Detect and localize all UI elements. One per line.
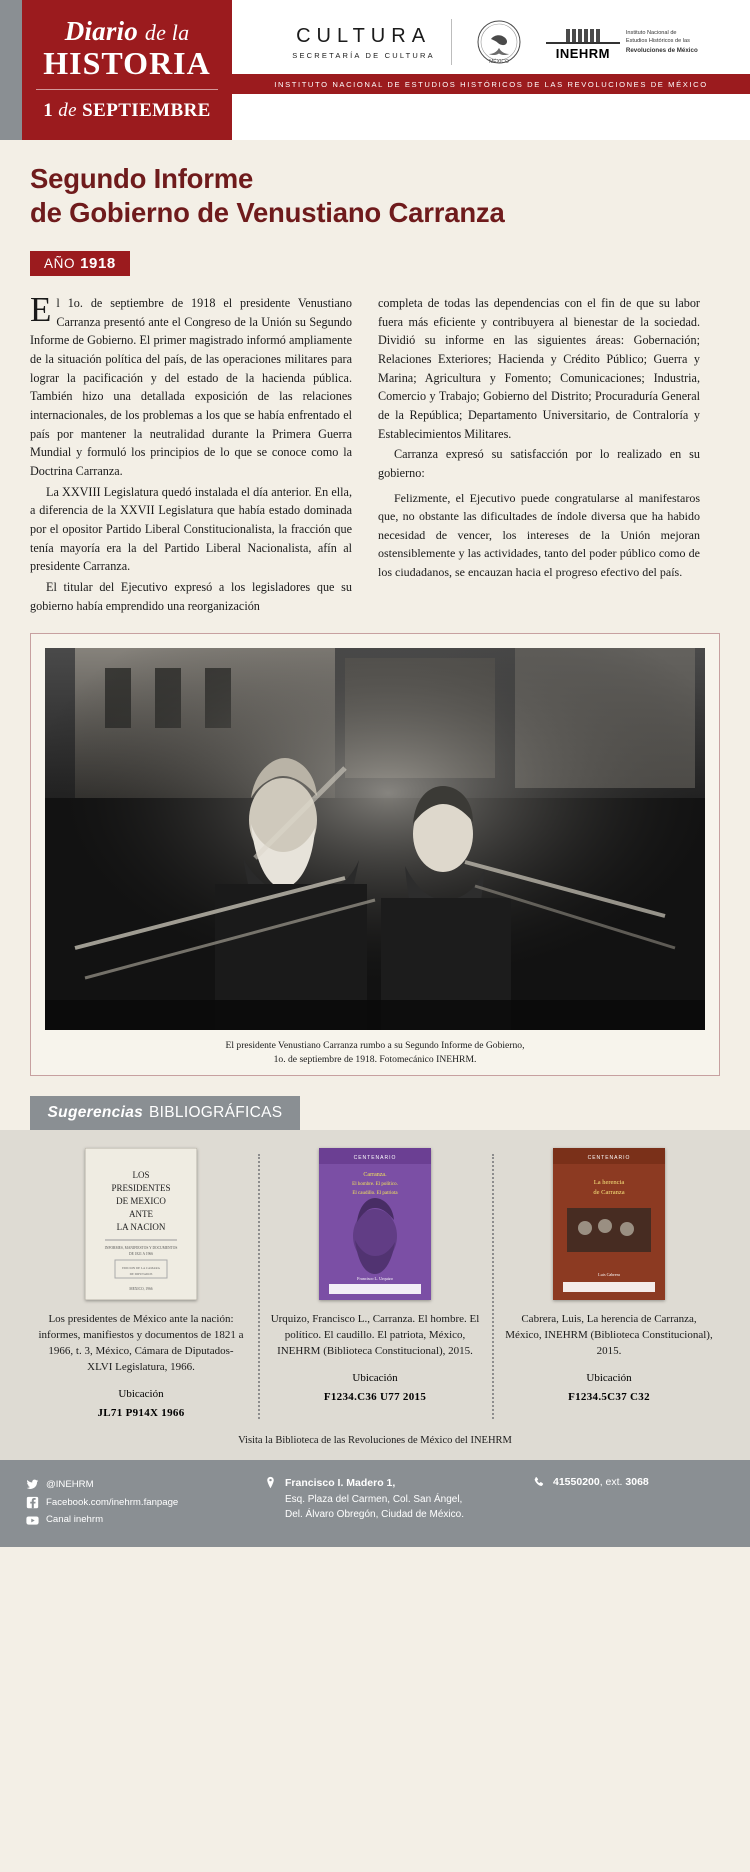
footer-address-line1: Francisco I. Madero 1, (285, 1476, 396, 1489)
suggestions-bar-wrap (0, 1096, 750, 1130)
svg-text:PRESIDENTES: PRESIDENTES (111, 1183, 171, 1194)
photo-caption (45, 1039, 705, 1067)
masthead-diario: Diario (64, 16, 138, 46)
photo-caption-line1: El presidente Venustiano Carranza rumbo a su Segundo Informe de Gobierno, (225, 1040, 525, 1052)
masthead-title-line1 (22, 16, 232, 47)
paragraph-1-text: l 1o. de septiembre de 1918 el presidente Venustiano Carranza presentó ante el Congreso de la Unión su Segundo Informe de Gobierno. El primer magistrado informó ampliamente de la situación política del país, de las operaciones militares para lograr la pacificación y del estado de la hacienda pública. También hizo una detallada exposición de las relaciones internacionales, de los problemas a los que se había enfrentado el país por mantener la neutralidad durante la Primera Guerra Mundial y formuló los principios de lo que se conoce como la Doctrina Carranza. (30, 296, 352, 478)
footer-address-line2: Esq. Plaza del Carmen, Col. San Ángel, (285, 1493, 463, 1505)
logo-divider (451, 19, 452, 65)
year-badge-label: AÑO (44, 256, 76, 272)
footer-address-text (285, 1476, 464, 1522)
article-body (0, 276, 750, 617)
inehrm-fullname-l1: Instituto Nacional de (625, 29, 677, 36)
paragraph-5: Carranza expresó su satisfacción por lo realizado en su gobierno: (378, 447, 700, 480)
bibliography-citation: Cabrera, Luis, La herencia de Carranza, México, INEHRM (Biblioteca Constitucional), 2015. (505, 1313, 713, 1357)
historic-photo (45, 648, 705, 1030)
suggestions-heading-italic: Sugerencias (47, 1104, 144, 1122)
paragraph-4: completa de todas las dependencias con el fin de que su labor fuera más eficiente y contribuyera al bienestar de la sociedad. Dividió su informe en las siguientes áreas: Gobernación; Relaciones Exteriores; Hacienda y Crédito Público; Guerra y Marina; Agricultura y Fomento; Comunicaciones; Industria, Comercio y Trabajo; Gobierno del Distrito; Procuraduría General de la República; Departamento Universitario, de Contraloría y Establecimientos Militares. (378, 296, 700, 441)
svg-text:LA NACION: LA NACION (116, 1222, 166, 1233)
year-badge-value: 1918 (80, 255, 116, 273)
bibliography-location-code: F1234.C36 U77 2015 (323, 1390, 427, 1403)
page-title (30, 162, 720, 229)
youtube-icon (26, 1514, 39, 1527)
svg-text:Francisco L. Urquizo: Francisco L. Urquizo (357, 1276, 393, 1282)
phone-icon (532, 1476, 545, 1489)
facebook-icon (26, 1496, 39, 1509)
inehrm-building-icon (546, 24, 620, 44)
book-cover-3 (553, 1148, 665, 1300)
svg-text:INFORMES, MANIFIESTOS Y DOCUME: INFORMES, MANIFIESTOS Y DOCUMENTOS (104, 1246, 178, 1251)
masthead-dela: de la (144, 20, 190, 45)
masthead-divider (36, 89, 218, 90)
bibliography-location-code: F1234.5C37 C32 (568, 1390, 650, 1403)
footer-twitter-label: @INEHRM (46, 1478, 94, 1490)
photo-caption-line2-a: 1o. de septiembre de 1918. Fotomecánico (273, 1054, 437, 1066)
footer-twitter[interactable] (26, 1476, 264, 1494)
footer-social (26, 1476, 264, 1529)
svg-text:Luis Cabrera: Luis Cabrera (598, 1272, 620, 1278)
svg-text:CENTENARIO: CENTENARIO (353, 1155, 397, 1162)
pull-quote (378, 489, 700, 582)
inehrm-fullname-l3 (626, 46, 698, 55)
bibliography-location-label: Ubicación (352, 1371, 398, 1384)
book-cover-2 (319, 1148, 431, 1300)
location-pin-icon (264, 1476, 277, 1489)
bibliography-grid (24, 1148, 726, 1419)
article-column-left (30, 290, 352, 617)
paragraph-2: La XXVIII Legislatura quedó instalada el día anterior. En ella, a diferencia de la XXVII Legislatura que había estado dominada por el opositor Partido Liberal Constitucionalista, la fracción que tenía mayoría era la del Partido Liberal Nacionalista, afín al presidente Carranza. (30, 484, 352, 574)
page-header (0, 0, 750, 140)
inehrm-fullname (626, 29, 698, 55)
pull-quote-text: Felizmente, el Ejecutivo puede congratularse al manifestaros que, no obstante las dificultades de índole diversa que ha habido necesidad de vencer, los intereses de la Unión mejoran ostensiblemente y las actividades, tanto del poder público como de los ciudadanos, se encauzan hacia el progreso efectivo del país. (378, 490, 700, 580)
bibliography-location (270, 1372, 480, 1403)
bibliography-location-label: Ubicación (586, 1371, 632, 1384)
svg-text:ANTE: ANTE (129, 1209, 153, 1220)
footer-phone-text (553, 1476, 649, 1488)
masthead-date-de: de (58, 99, 78, 121)
svg-text:La herencia: La herencia (593, 1179, 625, 1187)
library-visit-note-text: Visita la Biblioteca de las Revoluciones de México del (238, 1434, 471, 1446)
svg-text:DE 1821 A 1966: DE 1821 A 1966 (128, 1252, 154, 1257)
drop-cap: E (30, 290, 52, 330)
bibliography-location-code: JL71 P914X 1966 (97, 1406, 185, 1419)
cultura-logo (292, 25, 435, 60)
suggestions-heading (30, 1096, 300, 1130)
masthead-brand (22, 0, 232, 140)
svg-text:MEXICO, 1966: MEXICO, 1966 (129, 1287, 153, 1292)
svg-text:El caudillo. El patriota: El caudillo. El patriota (352, 1191, 398, 1197)
institution-strip: INSTITUTO NACIONAL DE ESTUDIOS HISTÓRICOS DE LAS REVOLUCIONES DE MÉXICO (232, 74, 750, 94)
paragraph-1 (30, 290, 352, 481)
masthead-title-line2: HISTORIA (43, 45, 211, 81)
library-visit-note (24, 1435, 726, 1446)
footer-youtube-label: Canal inehrm (46, 1514, 104, 1526)
footer-phone-number: 41550200 (553, 1476, 600, 1489)
bibliography-section (0, 1130, 750, 1460)
bibliography-item (258, 1148, 492, 1419)
year-badge (30, 251, 130, 276)
twitter-icon (26, 1478, 39, 1491)
article-column-right (378, 294, 700, 617)
inehrm-mark (546, 24, 620, 61)
svg-text:DE MEXICO: DE MEXICO (116, 1196, 166, 1207)
inehrm-logo (546, 24, 698, 61)
footer-phone[interactable] (532, 1476, 724, 1489)
bibliography-location-label: Ubicación (118, 1387, 164, 1400)
svg-text:DE DIPUTADOS: DE DIPUTADOS (129, 1272, 153, 1277)
footer-phone-ext-label: , ext. (599, 1476, 626, 1489)
header-white-block (232, 94, 750, 140)
page-footer (0, 1460, 750, 1547)
inehrm-fullname-l3-text: Revoluciones de México (625, 46, 698, 54)
bibliography-item (492, 1148, 726, 1419)
bibliography-location (36, 1388, 246, 1419)
svg-text:Carranza.: Carranza. (363, 1172, 387, 1179)
mexico-coat-of-arms-icon (468, 19, 530, 65)
footer-address (264, 1476, 532, 1522)
cultura-logo-title: CULTURA (296, 24, 432, 47)
svg-text:de Carranza: de Carranza (593, 1189, 625, 1197)
bibliography-citation: Los presidentes de México ante la nación: informes, manifiestos y documentos de 1821 a 1966, t. 3, México, Cámara de Diputados-XLVI Legislatura, 1966. (38, 1313, 244, 1373)
footer-phone-ext: 3068 (625, 1476, 649, 1489)
photo-block (30, 633, 720, 1076)
svg-text:CENTENARIO: CENTENARIO (587, 1155, 631, 1162)
paragraph-3: El titular del Ejecutivo expresó a los legisladores que su gobierno había emprendido una reorganización (30, 579, 352, 613)
header-logos (240, 8, 750, 76)
bibliography-citation: Urquizo, Francisco L., Carranza. El hombre. El político. El caudillo. El patriota, México, INEHRM (Biblioteca Constitucional), 2015. (270, 1313, 480, 1357)
suggestions-heading-rest: BIBLIOGRÁFICAS (149, 1104, 283, 1122)
svg-text:MÉXICO: MÉXICO (488, 59, 509, 65)
book-cover-1 (85, 1148, 197, 1300)
cultura-logo-subtitle: SECRETARÍA DE CULTURA (292, 50, 435, 60)
page-title-line2: de Gobierno de Venustiano Carranza (30, 196, 505, 228)
header-left-accent-bar (0, 0, 22, 140)
footer-facebook-label: Facebook.com/inehrm.fanpage (46, 1496, 179, 1508)
photo-caption-line2-c: . (473, 1054, 477, 1066)
masthead-date (22, 100, 232, 122)
title-section (0, 140, 750, 276)
bibliography-location (504, 1372, 714, 1403)
inehrm-fullname-l2: Estudios Históricos de las (625, 38, 690, 45)
bibliography-item (24, 1148, 258, 1419)
footer-address-line3: Del. Álvaro Obregón, Ciudad de México. (285, 1508, 464, 1520)
photo-caption-source: INEHRM (436, 1054, 474, 1066)
page-title-line1: Segundo Informe (30, 163, 254, 194)
svg-text:LOS: LOS (132, 1170, 150, 1181)
inehrm-wordmark: INEHRM (555, 45, 610, 61)
masthead-date-day: 1 (43, 99, 54, 121)
svg-text:EDICION DE LA CAMARA: EDICION DE LA CAMARA (122, 1266, 160, 1271)
photo-caption-line2 (45, 1053, 705, 1067)
footer-youtube[interactable] (26, 1511, 264, 1529)
masthead-date-month: SEPTIEMBRE (82, 99, 211, 121)
library-visit-note-inehrm: INEHRM (470, 1434, 512, 1446)
footer-facebook[interactable] (26, 1494, 264, 1512)
svg-text:El hombre. El político.: El hombre. El político. (352, 1182, 398, 1188)
